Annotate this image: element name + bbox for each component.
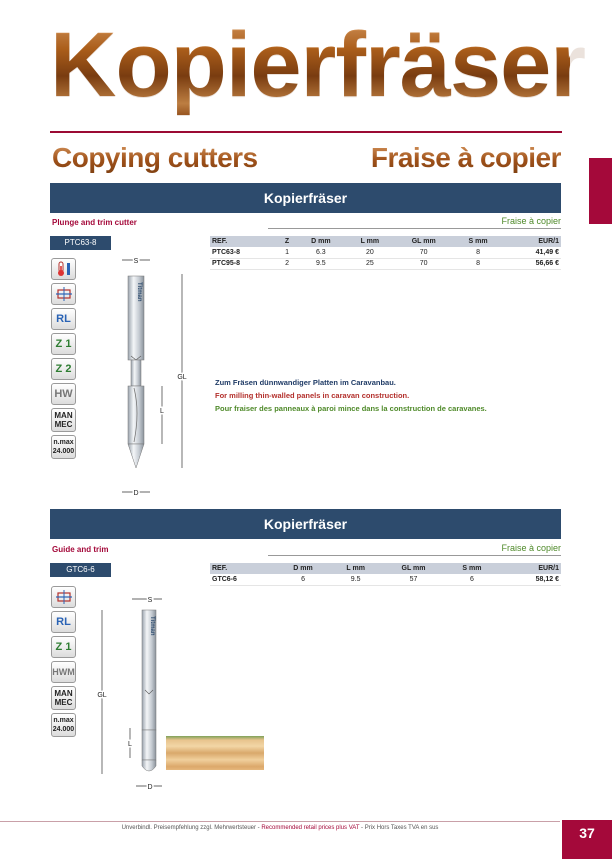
product-code-tag-1: PTC63-8 <box>50 236 111 250</box>
guide-tip <box>142 760 156 771</box>
col-ref: REF. <box>210 236 278 247</box>
dim-d-label: D <box>147 784 153 791</box>
description-fr: Pour fraiser des panneaux à paroi mince dans la construction de caravanes. <box>215 404 487 413</box>
cell-ref: PTC63-8 <box>210 247 278 258</box>
panel-cut-icon <box>51 586 76 608</box>
hard-metal-icon: HWM <box>51 661 76 683</box>
shank-brand: Titman <box>136 282 142 302</box>
spec-table-2 <box>210 563 561 586</box>
max-speed-icon <box>51 713 76 737</box>
cell-d: 6 <box>276 574 330 585</box>
man-label: MAN <box>54 689 73 698</box>
cell-ref: PTC95-8 <box>210 258 278 269</box>
page-number: 37 <box>562 820 612 859</box>
rotation-rl-icon: RL <box>51 611 76 633</box>
rotation-rl-icon: RL <box>51 308 76 330</box>
title-divider <box>50 131 562 133</box>
cell-z: 2 <box>278 258 296 269</box>
nmax-value: 24.000 <box>52 726 75 733</box>
hard-metal-icon: HW <box>51 383 76 405</box>
workpiece <box>166 736 264 770</box>
man-label: MAN <box>54 411 73 420</box>
cell-ref: GTC6-6 <box>210 574 276 585</box>
cell-z: 1 <box>278 247 296 258</box>
section-rule-2 <box>268 555 561 556</box>
col-price: EUR/1 <box>503 236 561 247</box>
subtitle-english: Copying cutters <box>52 140 258 176</box>
dim-d-label: D <box>133 490 139 497</box>
table-row <box>210 574 561 585</box>
feature-icons-2 <box>51 586 76 740</box>
table-header-row <box>210 563 561 574</box>
cutting-body <box>128 386 144 444</box>
mec-label: MEC <box>54 698 73 707</box>
description-de: Zum Fräsen dünnwandiger Platten im Caravanbau. <box>215 378 396 387</box>
cutter-diagram-1 <box>110 252 210 502</box>
footer-en: Recommended retail prices plus VAT <box>261 825 360 831</box>
col-ref: REF. <box>210 563 276 574</box>
teeth-z1-icon: Z 1 <box>51 333 76 355</box>
dim-l-label: L <box>128 741 132 748</box>
dim-gl-label: GL <box>97 692 107 699</box>
man-mec-icon <box>51 408 76 432</box>
section-rule-1 <box>268 228 561 229</box>
col-gl: GL mm <box>394 236 454 247</box>
teeth-z2-icon: Z 2 <box>51 358 76 380</box>
col-l: L mm <box>346 236 394 247</box>
cell-gl: 70 <box>394 247 454 258</box>
section-label-fr-1: Fraise à copier <box>501 216 561 226</box>
tip <box>128 444 144 468</box>
cell-l: 9.5 <box>330 574 382 585</box>
footer-price-note <box>0 825 560 831</box>
footer-de: Unverbindl. Preisempfehlung zzgl. Mehrwertsteuer - <box>121 825 262 831</box>
col-l: L mm <box>330 563 382 574</box>
dim-s-label: S <box>147 597 153 604</box>
cell-d: 6.3 <box>296 247 346 258</box>
section-label-en-2: Guide and trim <box>52 545 109 554</box>
section-band-2: Kopierfräser <box>50 509 561 539</box>
cutting-body <box>142 730 156 760</box>
table-row <box>210 247 561 258</box>
product-code-tag-2: GTC6-6 <box>50 563 111 577</box>
cell-d: 9.5 <box>296 258 346 269</box>
feature-icons-1 <box>51 258 76 462</box>
page-title: Kopierfräser <box>50 10 570 120</box>
col-s: S mm <box>446 563 499 574</box>
cell-s: 8 <box>454 258 503 269</box>
thermometer-icon <box>51 258 76 280</box>
col-s: S mm <box>454 236 503 247</box>
dim-s-label: S <box>133 258 139 265</box>
man-mec-icon <box>51 686 76 710</box>
cell-s: 8 <box>454 247 503 258</box>
footer-fr: - Prix Hors Taxes TVA en sus <box>359 825 439 831</box>
max-speed-icon <box>51 435 76 459</box>
cell-l: 25 <box>346 258 394 269</box>
cutter-diagram-2 <box>90 590 270 795</box>
mec-label: MEC <box>54 420 73 429</box>
dim-gl-label: GL <box>177 374 187 381</box>
cell-gl: 70 <box>394 258 454 269</box>
dim-l-label: L <box>160 408 164 415</box>
chapter-tab <box>589 158 612 224</box>
cell-l: 20 <box>346 247 394 258</box>
cell-gl: 57 <box>381 574 445 585</box>
table-header-row <box>210 236 561 247</box>
footer-divider <box>0 821 560 822</box>
subtitle-french: Fraise à copier <box>371 140 561 176</box>
col-d: D mm <box>296 236 346 247</box>
cell-s: 6 <box>446 574 499 585</box>
col-z: Z <box>278 236 296 247</box>
col-price: EUR/1 <box>498 563 561 574</box>
description-en: For milling thin-walled panels in caravan construction. <box>215 391 410 400</box>
cell-price: 41,49 € <box>503 247 561 258</box>
section-label-en-1: Plunge and trim cutter <box>52 218 137 227</box>
panel-cut-icon <box>51 283 76 305</box>
col-d: D mm <box>276 563 330 574</box>
table-row <box>210 258 561 269</box>
cell-price: 56,66 € <box>503 258 561 269</box>
teeth-z1-icon: Z 1 <box>51 636 76 658</box>
neck <box>131 360 141 386</box>
nmax-label: n.max <box>53 717 74 724</box>
cell-price: 58,12 € <box>498 574 561 585</box>
col-gl: GL mm <box>381 563 445 574</box>
shank-brand: Titman <box>149 616 155 636</box>
section-label-fr-2: Fraise à copier <box>501 543 561 553</box>
section-band-1: Kopierfräser <box>50 183 561 213</box>
nmax-value: 24.000 <box>52 448 75 455</box>
description-1 <box>215 376 487 415</box>
nmax-label: n.max <box>53 439 74 446</box>
spec-table-1 <box>210 236 561 270</box>
